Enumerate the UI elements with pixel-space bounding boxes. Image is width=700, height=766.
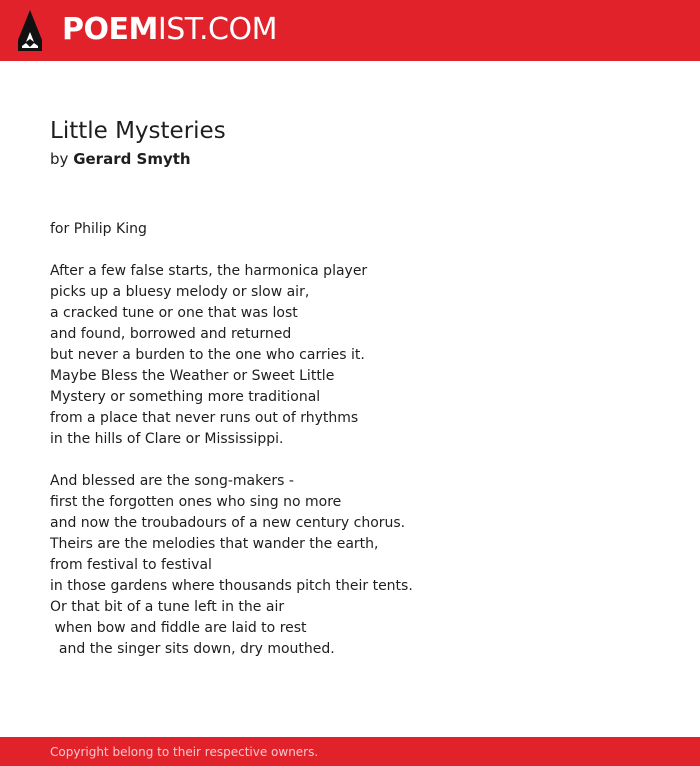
poem-line: picks up a bluesy melody or slow air, (50, 284, 310, 300)
poem-line: Mystery or something more traditional (50, 389, 321, 405)
poem-line: but never a burden to the one who carries it. (50, 347, 365, 363)
poem-line: Or that bit of a tune left in the air (50, 599, 285, 615)
poem-line: for Philip King (50, 221, 147, 237)
poem-line: in the hills of Clare or Mississippi. (50, 431, 284, 447)
logo-text-bold: POEM (62, 12, 158, 47)
poem-title: Little Mysteries (50, 118, 226, 144)
poem-line: from festival to festival (50, 557, 212, 573)
pencil-icon[interactable] (18, 10, 42, 51)
site-header (0, 0, 700, 61)
poem-body (50, 219, 413, 660)
site-logo[interactable] (62, 12, 277, 48)
poem-author: Gerard Smyth (73, 150, 191, 168)
byline-prefix: by (50, 150, 69, 168)
stanza-break (50, 240, 413, 261)
poem-line: in those gardens where thousands pitch their tents. (50, 578, 413, 594)
poem-line: And blessed are the song-makers - (50, 473, 294, 489)
logo-text-light: IST.COM (157, 12, 277, 47)
poem-line: and found, borrowed and returned (50, 326, 292, 342)
site-footer (0, 737, 700, 766)
poem-line: first the forgotten ones who sing no more (50, 494, 342, 510)
poem-line: a cracked tune or one that was lost (50, 305, 298, 321)
poem-byline (50, 149, 191, 169)
poem-line: Theirs are the melodies that wander the earth, (50, 536, 379, 552)
poem-line: when bow and fiddle are laid to rest (50, 620, 307, 636)
poem-line: and now the troubadours of a new century chorus. (50, 515, 406, 531)
poem-line: and the singer sits down, dry mouthed. (50, 641, 335, 657)
poem-line: After a few false starts, the harmonica player (50, 263, 368, 279)
copyright-notice: Copyright belong to their respective owners. (50, 745, 319, 759)
poem-line: from a place that never runs out of rhythms (50, 410, 359, 426)
poem-line: Maybe Bless the Weather or Sweet Little (50, 368, 335, 384)
stanza-break (50, 450, 413, 471)
